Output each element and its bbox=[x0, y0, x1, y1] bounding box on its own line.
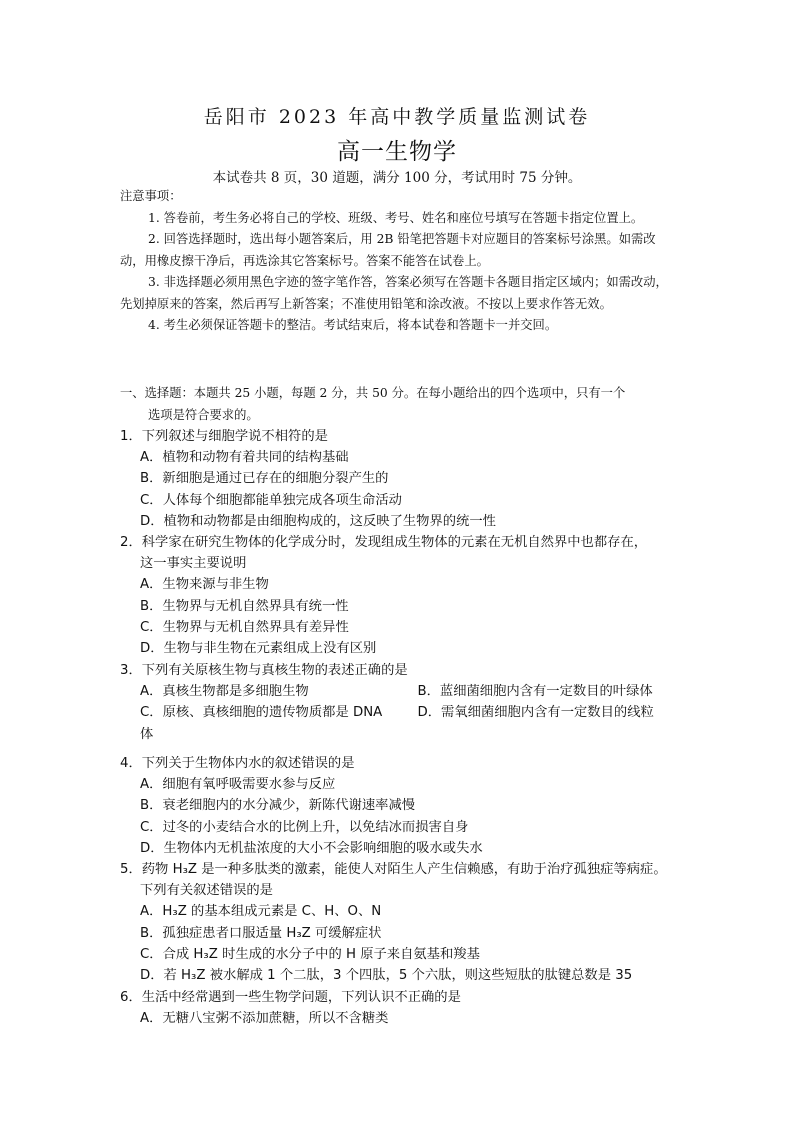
option-b: B．新细胞是通过已存在的细胞分裂产生的 bbox=[140, 471, 389, 487]
question-4 bbox=[120, 753, 695, 859]
question-stem: 6．生活中经常遇到一些生物学问题，下列认识不正确的是 bbox=[120, 990, 461, 1005]
question-stem-continued: 这一事实主要说明 bbox=[140, 556, 247, 572]
question-2 bbox=[120, 532, 695, 659]
options-row-2 bbox=[120, 702, 695, 723]
notes-heading: 注意事项： bbox=[120, 189, 182, 203]
option-a: A．无糖八宝粥不添加蔗糖，所以不含糖类 bbox=[140, 1011, 389, 1027]
question-5 bbox=[120, 859, 695, 986]
exam-title: 岳阳市 2023 年高中教学质量监测试卷 bbox=[203, 106, 591, 128]
question-stem: 1．下列叙述与细胞学说不相符的是 bbox=[120, 429, 328, 444]
option-d-continued: 体 bbox=[140, 726, 154, 742]
section-heading-line-2: 选项是符合要求的。 bbox=[148, 407, 259, 422]
option-a: A．生物来源与非生物 bbox=[140, 577, 269, 593]
note-item-2: 2. 回答选择题时，选出每小题答案后，用 2B 铅笔把答题卡对应题目的答案标号涂黑。如需改动，用橡皮擦干净后，再选涂其它答案标号。答案不能答在试卷上。 bbox=[120, 232, 656, 268]
question-stem: 4．下列关于生物体内水的叙述错误的是 bbox=[120, 756, 355, 771]
section-heading-line-1: 一、选择题：本题共 25 小题，每题 2 分，共 50 分。在每小题给出的四个选项中，只有一个 bbox=[120, 386, 626, 400]
option-c: C．生物界与无机自然界具有差异性 bbox=[140, 619, 349, 635]
question-stem-continued: 下列有关叙述错误的是 bbox=[140, 883, 273, 899]
exam-info: 本试卷共 8 页，30 道题，满分 100 分，考试用时 75 分钟。 bbox=[212, 170, 582, 186]
note-item-4: 4. 考生必须保证答题卡的整洁。考试结束后，将本试卷和答题卡一并交回。 bbox=[148, 318, 558, 332]
notes-section bbox=[120, 186, 680, 337]
question-3 bbox=[120, 660, 695, 745]
question-stem: 2．科学家在研究生物体的化学成分时，发现组成生物体的元素在无机自然界中也都存在， bbox=[120, 535, 648, 550]
question-6 bbox=[120, 987, 695, 1029]
option-d: D．若 H₃Z 被水解成 1 个二肽，3 个四肽，5 个六肽，则这些短肽的肽键总数是 35 bbox=[140, 968, 633, 984]
option-a: A．真核生物都是多细胞生物 bbox=[140, 684, 309, 700]
options-row-1 bbox=[120, 681, 695, 702]
option-c: C．人体每个细胞都能单独完成各项生命活动 bbox=[140, 492, 402, 508]
option-d: D．需氧细菌细胞内含有一定数目的线粒 bbox=[417, 705, 654, 721]
subject-title: 高一生物学 bbox=[337, 139, 457, 165]
question-stem: 5．药物 H₃Z 是一种多肽类的激素，能使人对陌生人产生信赖感，有助于治疗孤独症等病症。 bbox=[120, 862, 667, 877]
option-a: A．细胞有氧呼吸需要水参与反应 bbox=[140, 777, 336, 793]
question-1 bbox=[120, 426, 695, 532]
option-d: D．植物和动物都是由细胞构成的，这反映了生物界的统一性 bbox=[140, 513, 496, 529]
option-b: B．孤独症患者口服适量 H₃Z 可缓解症状 bbox=[140, 925, 382, 941]
option-b: B．蓝细菌细胞内含有一定数目的叶绿体 bbox=[417, 684, 653, 700]
option-c: C．过冬的小麦结合水的比例上升，以免结冰而损害自身 bbox=[140, 819, 469, 835]
question-stem: 3．下列有关原核生物与真核生物的表述正确的是 bbox=[120, 663, 408, 678]
note-item-3: 3. 非选择题必须用黑色字迹的签字笔作答，答案必须写在答题卡各题目指定区域内；如需改动，先划掉原来的答案，然后再写上新答案；不准使用铅笔和涂改液。不按以上要求作答无效。 bbox=[120, 275, 668, 311]
section-heading bbox=[120, 383, 680, 426]
option-a: A．植物和动物有着共同的结构基础 bbox=[140, 450, 349, 466]
option-d: D．生物体内无机盐浓度的大小不会影响细胞的吸水或失水 bbox=[140, 840, 483, 856]
option-b: B．生物界与无机自然界具有统一性 bbox=[140, 598, 349, 614]
option-a: A．H₃Z 的基本组成元素是 C、H、O、N bbox=[140, 904, 382, 920]
option-b: B．衰老细胞内的水分减少，新陈代谢速率减慢 bbox=[140, 798, 416, 814]
option-c: C．原核、真核细胞的遗传物质都是 DNA bbox=[140, 705, 383, 721]
option-d: D．生物与非生物在元素组成上没有区别 bbox=[140, 641, 377, 657]
option-c: C．合成 H₃Z 时生成的水分子中的 H 原子来自氨基和羧基 bbox=[140, 946, 480, 962]
note-item-1: 1. 答卷前，考生务必将自己的学校、班级、考号、姓名和座位号填写在答题卡指定位置上。 bbox=[148, 210, 644, 225]
